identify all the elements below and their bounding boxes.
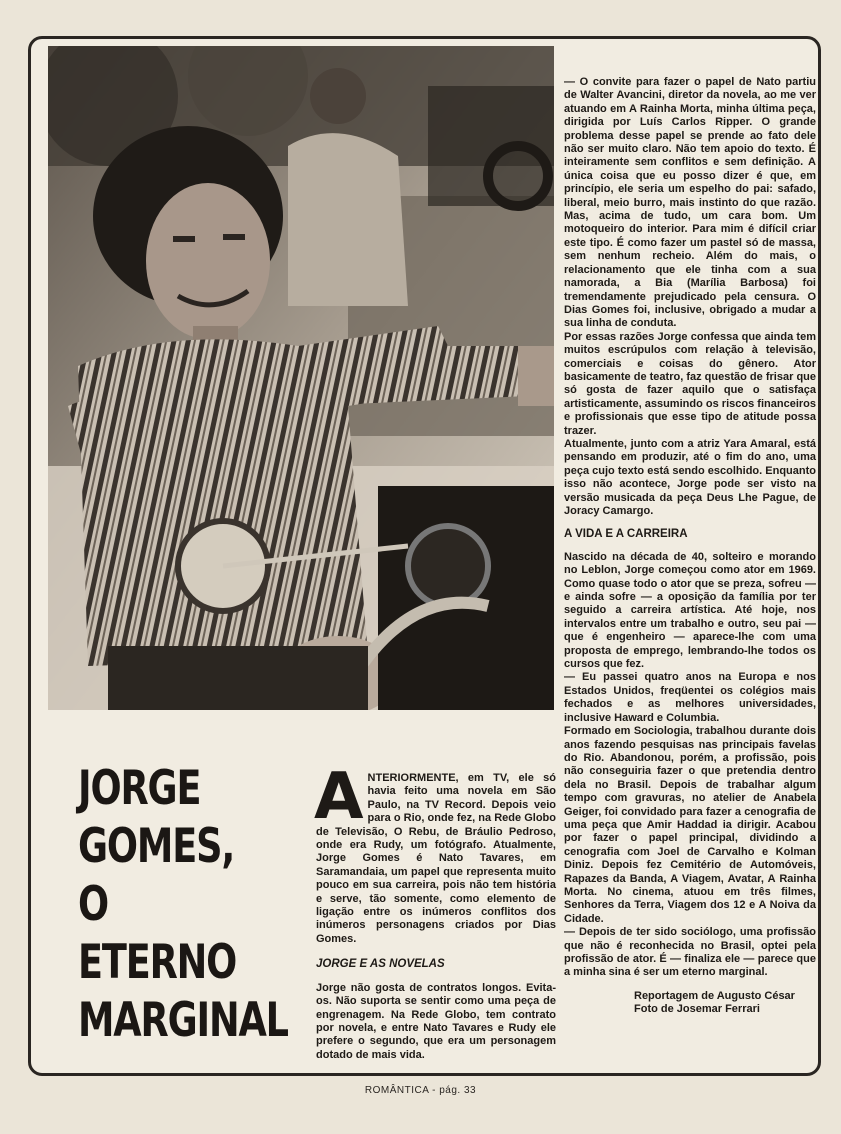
headline-line-4: MARGINAL bbox=[78, 993, 288, 1048]
intro-paragraph bbox=[316, 746, 556, 946]
right-paragraph-7: — Depois de ter sido sociólogo, uma profissão que não é reconhecida no Brasil, optei pela profissão de ator. É — finaliza ele — parece que a minha sina é ser um eterno marginal. bbox=[564, 926, 816, 979]
photo-man-on-motorcycle-icon bbox=[48, 46, 554, 710]
drop-cap: A bbox=[314, 760, 364, 834]
headline bbox=[78, 760, 288, 1050]
credit-reportagem: Reportagem de Augusto César bbox=[634, 989, 795, 1002]
right-paragraph-5: — Eu passei quatro anos na Europa e nos Estados Unidos, freqüentei os colégios mais fechados e as melhores universidades, inclusive Haward e Columbia. bbox=[564, 671, 816, 724]
right-paragraph-3: Atualmente, junto com a atriz Yara Amaral, está pensando em produzir, até o fim do ano, uma peça cujo texto está sendo escolhido. Enquanto isso não acontece, Jorge pode ser visto na versão musicada da peça Deus Lhe Pague, de Joracy Camargo. bbox=[564, 437, 816, 517]
headline-line-2: GOMES, bbox=[78, 819, 235, 874]
footer-page-number: pág. 33 bbox=[439, 1085, 477, 1096]
headline-line-1: JORGE bbox=[78, 761, 201, 816]
right-paragraph-6: Formado em Sociologia, trabalhou durante dois anos fazendo pesquisas nas principais favelas do Rio. Abandonou, porém, a profissão, pois não conseguiria fazer o que pretendia dentro dela no Brasil. Depois de trabalhar algum tempo com gravuras, no atelier de Anabela Geiger, foi convidado para fazer a cenografia de uma peça que Amir Haddad ia dirigir. Acabou por fazer o papel principal, dividindo a cenografia com Joel de Carvalho e Kolman Diniz. Depois fez Cemitério de Automóveis, Rapazes da Banda, A Viagem, Avatar, A Rainha Morta. No cinema, atuou em três filmes, Senhores da Terra, Viagem dos 12 e A Noiva da Cidade. bbox=[564, 725, 816, 925]
right-paragraph-2: Por essas razões Jorge confessa que ainda tem muitos escrúpulos com relação à televisão, comerciais e coisas do gênero. Ator basicamente de teatro, faz questão de frisar que só gosta de fazer aquilo que o satisfaça artisticamente, assumindo os riscos financeiros e profissionais que esse tipo de atitude possa trazer. bbox=[564, 330, 816, 437]
section-novelas-text: Jorge não gosta de contratos longos. Evita-os. Não suporta se sentir como uma peça de engrenagem. Na Rede Globo, tem contrato por novela, e entre Nato Tavares e Rudy ele prefere o segundo, que era um personagem dotado de mais vida. bbox=[316, 981, 556, 1061]
right-paragraph-4: Nascido na década de 40, solteiro e morando no Leblon, Jorge começou como ator em 1969. Como quase todo o ator que se preza, sofreu — e ainda sofre — a oposição da família por ter seguido a carreira artística. Até hoje, nos intervalos entre um trabalho e outro, seu pai — que é engenheiro — aparece-lhe com uma proposta de emprego, lembrando-lhe todos os cursos que fez. bbox=[564, 550, 816, 671]
credit-foto: Foto de Josemar Ferrari bbox=[634, 1003, 760, 1016]
article-photo bbox=[48, 46, 554, 710]
section-title-novelas: JORGE E AS NOVELAS bbox=[316, 958, 445, 971]
section-title-vida: A VIDA E A CARREIRA bbox=[564, 528, 688, 541]
footer-magazine: ROMÂNTICA bbox=[364, 1085, 429, 1096]
page-footer bbox=[0, 1085, 841, 1096]
right-paragraph-1: — O convite para fazer o papel de Nato partiu de Walter Avancini, diretor da novela, ao me ver atuando em A Rainha Morta, minha última peça, dirigida por Luís Carlos Ripper. O grande problema desse papel se prende ao fato dele não ser muito claro. Não tem apoio do texto. É inteiramente sem conflitos e sem definição. A única coisa que eu posso dizer é que, em princípio, ele seria um espelho do pai: safado, liberal, meio burro, mais instinto do que razão. Mas, acima de tudo, um cara bom. Um motoqueiro do interior. Para mim é difícil criar este tipo. É como fazer um pastel só de massa, sem nenhum recheio. Além do mais, o relacionamento que ele tinha com a sua namorada, a Bia (Marília Barbosa) foi tremendamente prejudicado pela censura. O Dias Gomes foi, inclusive, obrigado a mudar a sua linha de conduta. bbox=[564, 76, 816, 330]
right-column bbox=[564, 76, 816, 1017]
footer-separator: - bbox=[432, 1085, 440, 1096]
headline-line-3: O ETERNO bbox=[78, 877, 237, 990]
intro-column bbox=[316, 746, 556, 1062]
intro-text: NTERIORMENTE, em TV, ele só havia feito uma novela em São Paulo, na TV Record. Depois veio para o Rio, onde fez, na Rede Globo de Televisão, O Rebu, de Bráulio Pedroso, onde era Rudy, um fotógrafo. Atualmente, Jorge Gomes é Nato Tavares, em Saramandaia, um papel que representa muito pouco em sua carreira, pois não tem história e serve, tão somente, como elemento de ligação entre os inúmeros conflitos dos inúmeros personagens criados por Dias Gomes. bbox=[316, 772, 556, 945]
